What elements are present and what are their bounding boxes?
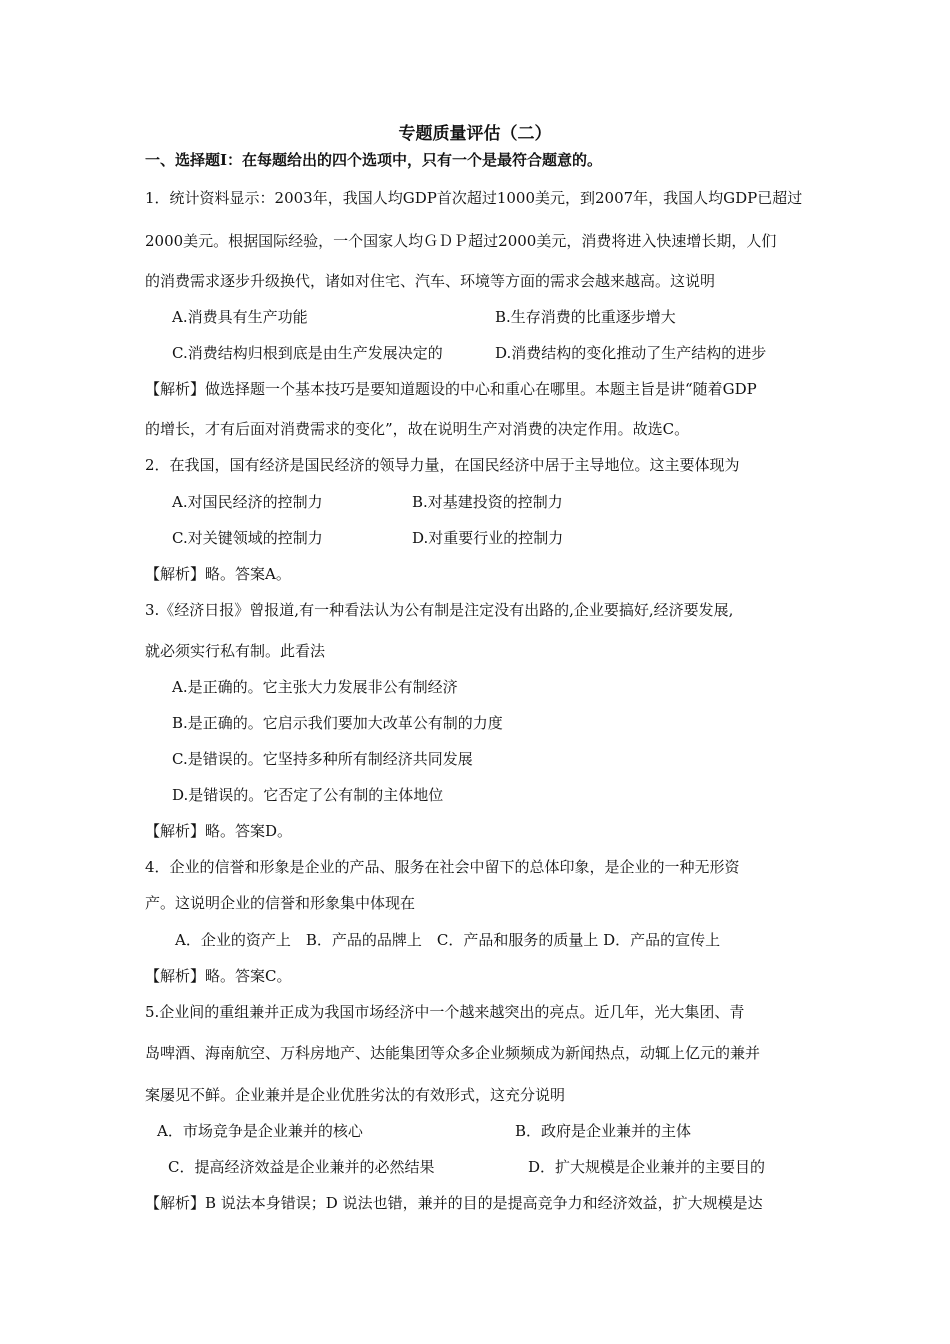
question-3-option-b: B.是正确的。它启示我们要加大改革公有制的力度 [172, 714, 503, 732]
question-3-option-c: C.是错误的。它坚持多种所有制经济共同发展 [172, 750, 473, 768]
question-5-option-a: A．市场竞争是企业兼并的核心 [157, 1122, 363, 1140]
question-2-analysis: 【解析】略。答案A。 [145, 565, 291, 583]
question-1-analysis-line-1: 【解析】做选择题一个基本技巧是要知道题设的中心和重心在哪里。本题主旨是讲“随着GDP [145, 380, 757, 398]
question-5-option-b: B．政府是企业兼并的主体 [515, 1122, 692, 1140]
question-1-option-a: A.消费具有生产功能 [172, 308, 308, 326]
question-2-option-b: B.对基建投资的控制力 [412, 493, 563, 511]
question-2-option-d: D.对重要行业的控制力 [412, 529, 564, 547]
question-1-stem-line-3: 的消费需求逐步升级换代，诸如对住宅、汽车、环境等方面的需求会越来越高。这说明 [145, 272, 716, 290]
question-5-stem-line-3: 案屡见不鲜。企业兼并是企业优胜劣汰的有效形式，这充分说明 [145, 1086, 566, 1104]
question-5-analysis-line-1: 【解析】B 说法本身错误；D 说法也错，兼并的目的是提高竞争力和经济效益，扩大规模是达 [145, 1194, 763, 1212]
question-3-stem-line-2: 就必须实行私有制。此看法 [145, 642, 326, 660]
question-3-stem-line-1: 3.《经济日报》曾报道,有一种看法认为公有制是注定没有出路的,企业要搞好,经济要发展, [145, 601, 734, 619]
question-4-analysis: 【解析】略。答案C。 [145, 967, 292, 985]
question-1-stem-line-2: 2000美元。根据国际经验，一个国家人均ＧＤＰ超过2000美元，消费将进入快速增长期，人们 [145, 232, 777, 250]
section-heading: 一、选择题Ⅰ：在每题给出的四个选项中，只有一个是最符合题意的。 [145, 151, 603, 169]
question-5-stem-line-1: 5.企业间的重组兼并正成为我国市场经济中一个越来越突出的亮点。近几年，光大集团、青 [145, 1003, 745, 1021]
question-1-option-d: D.消费结构的变化推动了生产结构的进步 [495, 344, 767, 362]
page-title: 专题质量评估（二） [398, 124, 552, 144]
question-2-option-a: A.对国民经济的控制力 [172, 493, 323, 511]
question-5-option-d: D．扩大规模是企业兼并的主要目的 [528, 1158, 766, 1176]
question-5-option-c: C．提高经济效益是企业兼并的必然结果 [168, 1158, 435, 1176]
question-4-options: A．企业的资产上 B．产品的品牌上 C．产品和服务的质量上 D．产品的宣传上 [175, 931, 721, 949]
question-2-option-c: C.对关键领域的控制力 [172, 529, 323, 547]
question-1-stem-line-1: 1．统计资料显示：2003年，我国人均GDP首次超过1000美元，到2007年，我国人均GDP已超过 [145, 189, 803, 207]
question-5-stem-line-2: 岛啤酒、海南航空、万科房地产、达能集团等众多企业频频成为新闻热点，动辄上亿元的兼并 [145, 1044, 761, 1062]
question-3-analysis: 【解析】略。答案D。 [145, 822, 293, 840]
question-1-option-b: B.生存消费的比重逐步增大 [495, 308, 676, 326]
question-1-option-c: C.消费结构归根到底是由生产发展决定的 [172, 344, 443, 362]
question-1-analysis-line-2: 的增长，才有后面对消费需求的变化”，故在说明生产对消费的决定作用。故选C。 [145, 420, 690, 438]
question-2-stem-line-1: 2．在我国，国有经济是国民经济的领导力量，在国民经济中居于主导地位。这主要体现为 [145, 456, 740, 474]
question-4-stem-line-2: 产。这说明企业的信誉和形象集中体现在 [145, 894, 416, 912]
question-3-option-a: A.是正确的。它主张大力发展非公有制经济 [172, 678, 458, 696]
question-3-option-d: D.是错误的。它否定了公有制的主体地位 [172, 786, 444, 804]
question-4-stem-line-1: 4．企业的信誉和形象是企业的产品、服务在社会中留下的总体印象，是企业的一种无形资 [145, 858, 740, 876]
